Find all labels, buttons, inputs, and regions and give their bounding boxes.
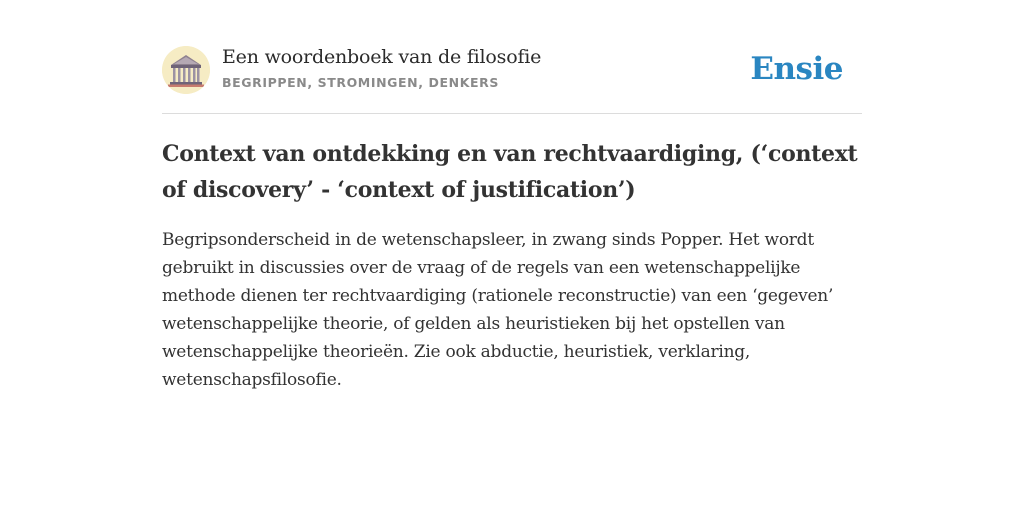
entry-title: Context van ontdekking en van rechtvaardiging, (‘context of discovery’ - ‘context of justification’) [162,141,858,203]
site-subtitle: BEGRIPPEN, STROMINGEN, DENKERS [222,75,499,90]
site-title[interactable]: Een woordenboek van de filosofie [222,46,542,68]
site-header [162,44,862,98]
temple-icon[interactable] [162,46,210,94]
brand-logo[interactable]: Ensie [750,51,843,87]
entry-body: Begripsonderscheid in de wetenschapsleer, in zwang sinds Popper. Het wordt gebruikt in discussies over de vraag of de regels van een wetenschappelijke methode dienen ter rechtvaardiging (rationele reconstructie) van een ‘gegeven’ wetenschappelijke theorie, of gelden als heuristieken bij het opstellen van wetenschappelijke theorieën. Zie ook abductie, heuristiek, verklaring, wetenschapsfilosofie. [162,230,834,390]
header-divider [162,113,862,114]
